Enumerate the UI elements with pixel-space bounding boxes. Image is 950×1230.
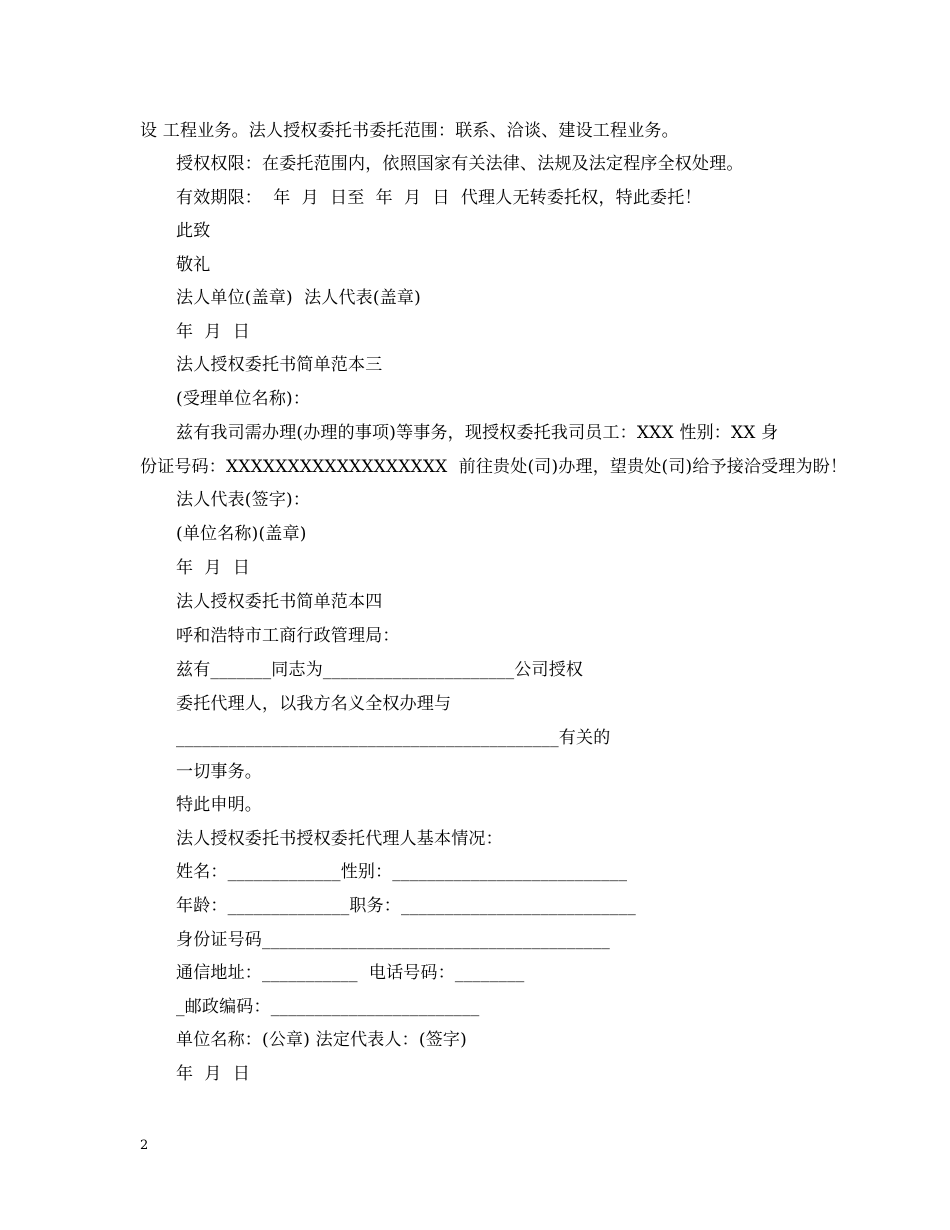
text-line: 身份证号码________________________________________ (176, 930, 610, 950)
text-line: 通信地址：___________ 电话号码：________ (176, 963, 525, 983)
text-line: 兹有我司需办理(办理的事项)等事务，现授权委托我司员工：XXX 性别：XX 身 (176, 423, 779, 443)
section-heading: 法人授权委托书简单范本四 (176, 592, 383, 612)
text-line: (受理单位名称)： (176, 389, 311, 409)
section-heading: 法人授权委托书简单范本三 (176, 355, 383, 375)
text-line: _邮政编码：________________________ (176, 997, 480, 1017)
text-line: 份证号码：XXXXXXXXXXXXXXXXXX 前往贵处(司)办理，望贵处(司)给予接洽受理为盼！ (140, 457, 848, 477)
text-line: 法人单位(盖章) 法人代表(盖章) (176, 288, 421, 308)
text-line: 兹有_______同志为______________________公司授权 (176, 660, 584, 680)
text-line: 特此申明。 (176, 795, 262, 815)
text-line: 单位名称：(公章) 法定代表人：(签字) (176, 1030, 467, 1050)
text-line: 有效期限： 年 月 日至 年 月 日 代理人无转委托权，特此委托！ (176, 188, 702, 208)
text-line: 年 月 日 (176, 558, 251, 578)
text-line: 此致 (176, 221, 211, 241)
text-line: 设 工程业务。法人授权委托书委托范围：联系、洽谈、建设工程业务。 (140, 121, 679, 141)
text-line: 一切事务。 (176, 762, 262, 782)
text-line: (单位名称)(盖章) (176, 524, 307, 544)
text-line: 法人授权委托书授权委托代理人基本情况： (176, 829, 503, 849)
text-line: 委托代理人，以我方名义全权办理与 (176, 694, 452, 714)
text-line: 姓名：_____________性别：___________________________ (176, 862, 628, 882)
page-number: 2 (140, 1138, 149, 1153)
text-line: 呼和浩特市工商行政管理局： (176, 626, 400, 646)
text-line: 授权权限：在委托范围内，依照国家有关法律、法规及法定程序全权处理。 (176, 154, 744, 174)
text-line: 年龄：______________职务：___________________________ (176, 896, 636, 916)
text-line: 敬礼 (176, 255, 211, 275)
text-line: ____________________________________________有关的 (176, 728, 611, 748)
text-line: 年 月 日 (176, 1064, 251, 1084)
text-line: 年 月 日 (176, 322, 251, 342)
text-line: 法人代表(签字)： (176, 490, 311, 510)
